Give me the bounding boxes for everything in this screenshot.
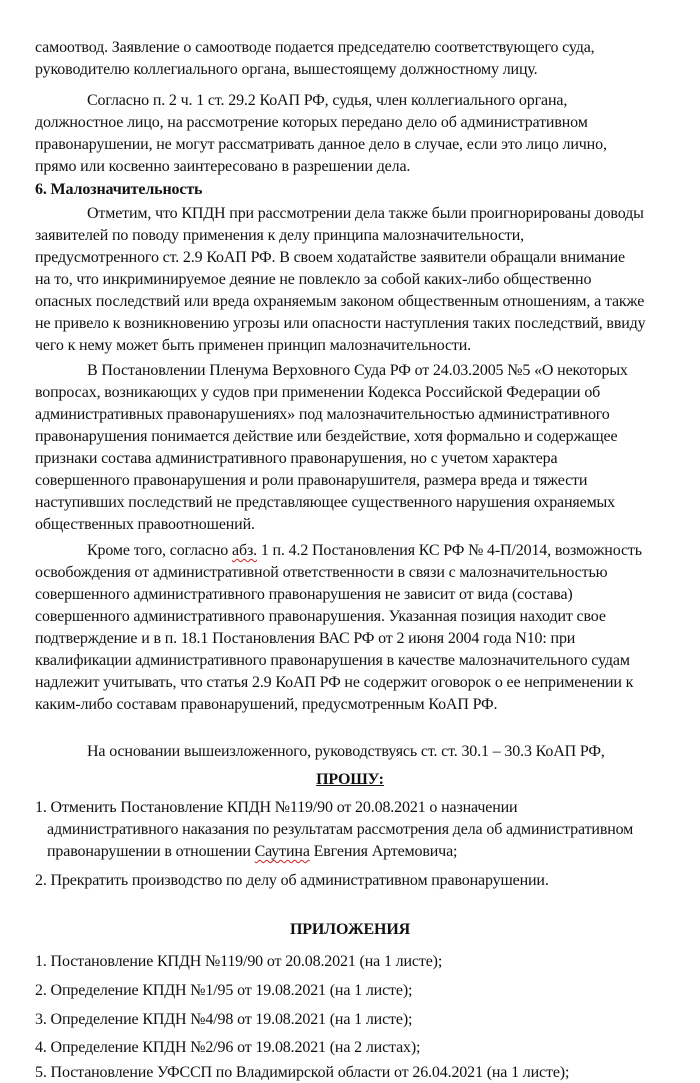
text-line: административных правонарушениях» под малозначительностью административного [35,406,610,423]
basis-line: На основании вышеизложенного, руководствуясь ст. ст. 30.1 – 30.3 КоАП РФ, [87,743,605,760]
text-line: Согласно п. 2 ч. 1 ст. 29.2 КоАП РФ, судья, член коллегиального органа, [87,92,568,109]
text-line: совершенного административного правонарушения не зависит от вида (состава) [35,586,573,603]
text-line [87,541,642,561]
section-heading: 6. Малозначительность [35,181,203,198]
text-line: на то, что инкриминируемое деяние не повлекло за собой каких-либо общественно [35,271,592,288]
text-line: надлежит учитывать, что статья 2.9 КоАП РФ не содержит оговорок о ее неприменении к [35,674,634,691]
text-line: не привело к возникновению угрозы или опасности наступления таких последствий, ввиду [35,315,646,332]
text-line [47,842,457,862]
text-line: правонарушении, не могут рассматривать данное дело в случае, если это лицо лично, [35,136,607,153]
spellcheck-word: Саутина [254,843,310,860]
attachment-item: 2. Определение КПДН №1/95 от 19.08.2021 (на 1 листе); [35,982,413,999]
request-heading: ПРОШУ: [316,771,384,788]
request-item: 1. Отменить Постановление КПДН №119/90 от 20.08.2021 о назначении [35,799,518,816]
text-span: Кроме того, согласно [87,542,232,559]
text-line: квалификации административного правонарушения в качестве малозначительного судам [35,652,630,669]
attachments-heading: ПРИЛОЖЕНИЯ [289,921,411,938]
text-line: общественных правоотношений. [35,516,255,533]
attachment-item: 5. Постановление УФССП по Владимирской области от 26.04.2021 (на 1 листе); [35,1064,570,1081]
text-line: правонарушения понимается действие или бездействие, хотя формально и содержащее [35,428,618,445]
text-line: совершенного правонарушения и роли правонарушителя, размера вреда и тяжести [35,472,588,489]
text-line: прямо или косвенно заинтересовано в разрешении дела. [35,158,411,175]
text-line: предусмотренного ст. 2.9 КоАП РФ. В своем ходатайстве заявители обращали внимание [35,249,625,266]
spellcheck-word: абз. [232,542,257,559]
text-line: подтверждение и в п. 18.1 Постановления ВАС РФ от 2 июня 2004 года N10: при [35,630,576,647]
text-line: признаки состава административного правонарушения, но с учетом характера [35,450,558,467]
text-span: правонарушении в отношении [47,843,255,860]
text-line: наступивших последствий не представляющее существенного нарушения охраняемых [35,494,615,511]
text-span: Евгения Артемовича; [309,843,458,860]
request-item: 2. Прекратить производство по делу об административном правонарушении. [35,872,549,889]
attachment-item: 4. Определение КПДН №2/96 от 19.08.2021 (на 2 листах); [35,1039,421,1056]
text-line: чего к нему может быть применен принцип малозначительности. [35,337,472,354]
text-span: 1 п. 4.2 Постановления КС РФ № 4-П/2014, возможность [256,542,642,559]
text-line: В Постановлении Пленума Верховного Суда РФ от 24.03.2005 №5 «О некоторых [87,362,628,379]
text-line: опасных последствий или вреда охраняемым законом общественным отношениям, а также [35,293,645,310]
attachment-item: 3. Определение КПДН №4/98 от 19.08.2021 (на 1 листе); [35,1011,413,1028]
text-line: каким-либо составам правонарушений, предусмотренным КоАП РФ. [35,696,498,713]
text-line: заявителей по поводу применения к делу принципа малозначительности, [35,227,525,244]
attachment-item: 1. Постановление КПДН №119/90 от 20.08.2021 (на 1 листе); [35,953,443,970]
text-line: административного наказания по результатам рассмотрения дела об административном [47,821,634,838]
text-line: Отметим, что КПДН при рассмотрении дела также были проигнорированы доводы [87,205,644,222]
text-line: руководителю коллегиального органа, вышестоящему должностному лицу. [35,61,538,78]
text-line: самоотвод. Заявление о самоотводе подается председателю соответствующего суда, [35,39,595,56]
text-line: вопросах, возникающих у судов при применении Кодекса Российской Федерации об [35,384,601,401]
text-line: совершенного административного правонарушения. Указанная позиция находит свое [35,608,606,625]
text-line: должностное лицо, на рассмотрение которых передано дело об административном [35,114,588,131]
text-line: освобождения от административной ответственности в связи с малозначительностью [35,564,608,581]
